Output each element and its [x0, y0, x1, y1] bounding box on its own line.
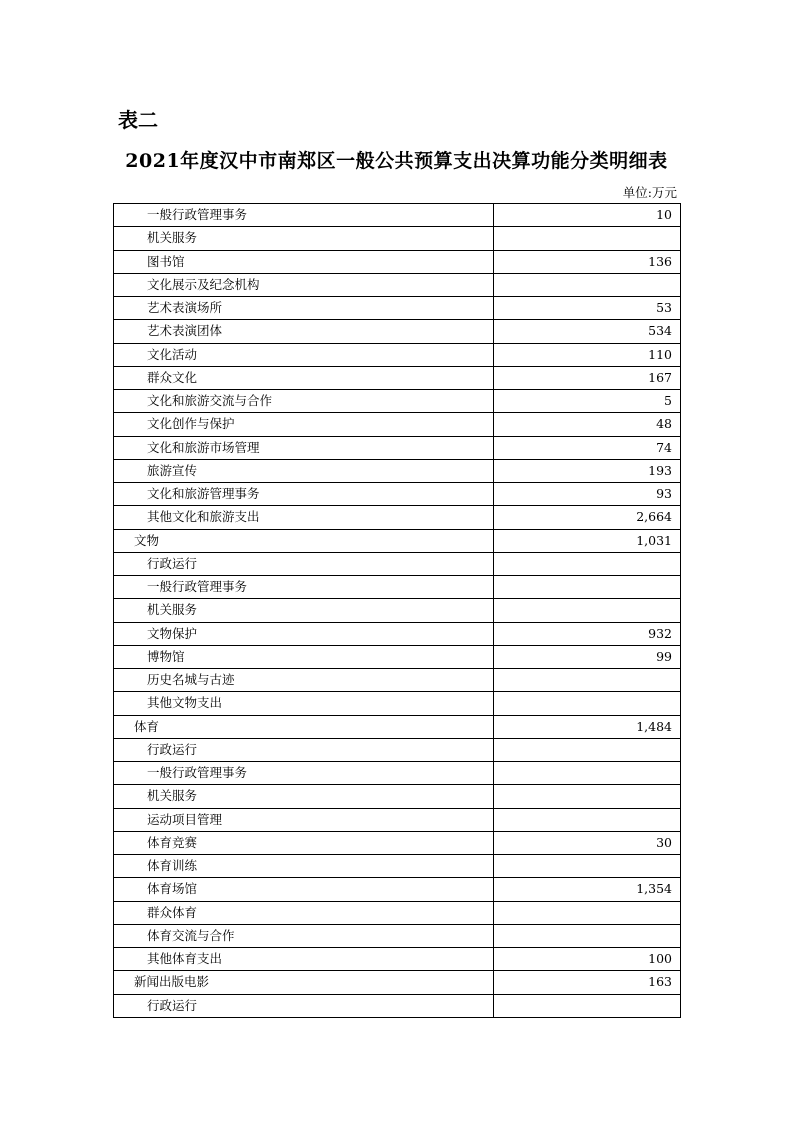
table-row	[114, 692, 681, 715]
item-name-cell: 文化活动	[114, 343, 494, 366]
item-name-cell: 旅游宣传	[114, 459, 494, 482]
item-name-cell: 文化展示及纪念机构	[114, 273, 494, 296]
amount-cell: 932	[494, 622, 681, 645]
table-row	[114, 924, 681, 947]
table-row	[114, 343, 681, 366]
amount-cell: 136	[494, 250, 681, 273]
item-name-cell: 一般行政管理事务	[114, 576, 494, 599]
amount-cell: 74	[494, 436, 681, 459]
table-row	[114, 227, 681, 250]
item-name-cell: 行政运行	[114, 738, 494, 761]
table-row	[114, 483, 681, 506]
expenditure-table	[113, 203, 681, 1018]
item-name-cell: 体育	[114, 715, 494, 738]
table-row	[114, 855, 681, 878]
table-row	[114, 459, 681, 482]
item-name-cell: 历史名城与古迹	[114, 669, 494, 692]
item-name-cell: 群众文化	[114, 366, 494, 389]
table-row	[114, 273, 681, 296]
item-name-cell: 体育场馆	[114, 878, 494, 901]
amount-cell	[494, 576, 681, 599]
amount-cell: 193	[494, 459, 681, 482]
item-name-cell: 艺术表演场所	[114, 297, 494, 320]
amount-cell	[494, 924, 681, 947]
table-row	[114, 576, 681, 599]
item-name-cell: 艺术表演团体	[114, 320, 494, 343]
amount-cell: 99	[494, 645, 681, 668]
table-body	[114, 204, 681, 1018]
item-name-cell: 文化和旅游市场管理	[114, 436, 494, 459]
page-title: 2021年度汉中市南郑区一般公共预算支出决算功能分类明细表	[125, 150, 668, 172]
table-row	[114, 506, 681, 529]
table-row	[114, 831, 681, 854]
amount-cell	[494, 599, 681, 622]
item-name-cell: 图书馆	[114, 250, 494, 273]
item-name-cell: 体育竞赛	[114, 831, 494, 854]
table-row	[114, 971, 681, 994]
table-row	[114, 297, 681, 320]
item-name-cell: 体育交流与合作	[114, 924, 494, 947]
table-row	[114, 413, 681, 436]
unit-label: 单位:万元	[622, 185, 677, 200]
amount-cell	[494, 227, 681, 250]
item-name-cell: 文物保护	[114, 622, 494, 645]
item-name-cell: 运动项目管理	[114, 808, 494, 831]
item-name-cell: 体育训练	[114, 855, 494, 878]
item-name-cell: 其他文物支出	[114, 692, 494, 715]
amount-cell: 534	[494, 320, 681, 343]
table-row	[114, 250, 681, 273]
amount-cell	[494, 994, 681, 1017]
item-name-cell: 文化和旅游交流与合作	[114, 390, 494, 413]
item-name-cell: 行政运行	[114, 552, 494, 575]
amount-cell	[494, 762, 681, 785]
amount-cell: 10	[494, 204, 681, 227]
table-row	[114, 901, 681, 924]
table-row	[114, 599, 681, 622]
table-row	[114, 669, 681, 692]
table-row	[114, 436, 681, 459]
table-row	[114, 738, 681, 761]
amount-cell: 53	[494, 297, 681, 320]
table-row	[114, 390, 681, 413]
item-name-cell: 新闻出版电影	[114, 971, 494, 994]
amount-cell	[494, 855, 681, 878]
item-name-cell: 机关服务	[114, 785, 494, 808]
amount-cell	[494, 901, 681, 924]
table-row	[114, 645, 681, 668]
table-row	[114, 808, 681, 831]
amount-cell: 5	[494, 390, 681, 413]
table-row	[114, 948, 681, 971]
table-row	[114, 204, 681, 227]
item-name-cell: 博物馆	[114, 645, 494, 668]
amount-cell: 1,484	[494, 715, 681, 738]
table-row	[114, 762, 681, 785]
amount-cell: 48	[494, 413, 681, 436]
amount-cell: 30	[494, 831, 681, 854]
table-row	[114, 878, 681, 901]
item-name-cell: 一般行政管理事务	[114, 762, 494, 785]
item-name-cell: 文化创作与保护	[114, 413, 494, 436]
table-row	[114, 715, 681, 738]
item-name-cell: 其他体育支出	[114, 948, 494, 971]
table-label: 表二	[118, 108, 158, 132]
amount-cell: 1,031	[494, 529, 681, 552]
amount-cell	[494, 785, 681, 808]
table-row	[114, 622, 681, 645]
amount-cell: 2,664	[494, 506, 681, 529]
item-name-cell: 群众体育	[114, 901, 494, 924]
item-name-cell: 一般行政管理事务	[114, 204, 494, 227]
amount-cell	[494, 808, 681, 831]
amount-cell	[494, 669, 681, 692]
table-row	[114, 320, 681, 343]
item-name-cell: 其他文化和旅游支出	[114, 506, 494, 529]
amount-cell	[494, 552, 681, 575]
amount-cell: 163	[494, 971, 681, 994]
item-name-cell: 文化和旅游管理事务	[114, 483, 494, 506]
amount-cell: 1,354	[494, 878, 681, 901]
table-row	[114, 785, 681, 808]
amount-cell: 93	[494, 483, 681, 506]
table-row	[114, 366, 681, 389]
table-row	[114, 552, 681, 575]
amount-cell	[494, 738, 681, 761]
table-row	[114, 994, 681, 1017]
amount-cell	[494, 273, 681, 296]
amount-cell: 100	[494, 948, 681, 971]
amount-cell	[494, 692, 681, 715]
item-name-cell: 机关服务	[114, 599, 494, 622]
amount-cell: 167	[494, 366, 681, 389]
amount-cell: 110	[494, 343, 681, 366]
item-name-cell: 机关服务	[114, 227, 494, 250]
item-name-cell: 行政运行	[114, 994, 494, 1017]
table-row	[114, 529, 681, 552]
item-name-cell: 文物	[114, 529, 494, 552]
